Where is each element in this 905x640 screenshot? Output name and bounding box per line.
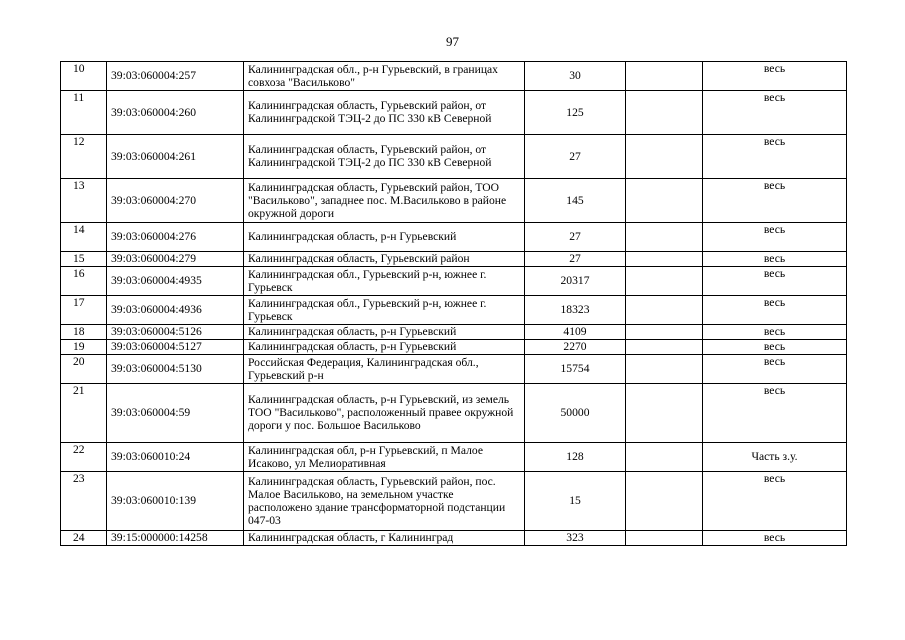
empty-cell bbox=[626, 223, 703, 252]
row-number-cell: 18 bbox=[61, 325, 107, 340]
empty-cell bbox=[626, 135, 703, 179]
cadastral-number-cell: 39:03:060004:279 bbox=[107, 252, 244, 267]
empty-cell bbox=[626, 443, 703, 472]
row-number-cell: 24 bbox=[61, 531, 107, 546]
address-cell: Калининградская область, г Калининград bbox=[244, 531, 525, 546]
cadastral-number-cell: 39:03:060004:261 bbox=[107, 135, 244, 179]
area-cell: 27 bbox=[525, 223, 626, 252]
plot-part-cell: весь bbox=[703, 531, 847, 546]
plot-part-cell: весь bbox=[703, 267, 847, 296]
area-cell: 20317 bbox=[525, 267, 626, 296]
page-number: 97 bbox=[446, 34, 459, 49]
plot-part-cell: весь bbox=[703, 472, 847, 531]
table-row bbox=[61, 223, 847, 252]
cadastral-number-cell: 39:03:060004:59 bbox=[107, 384, 244, 443]
empty-cell bbox=[626, 384, 703, 443]
address-cell: Калининградская область, Гурьевский район, пос. Малое Васильково, на земельном участке расположено здание трансформаторной подстанции 047-03 bbox=[244, 472, 525, 531]
plot-part-cell: весь bbox=[703, 135, 847, 179]
area-cell: 145 bbox=[525, 179, 626, 223]
row-number-cell: 14 bbox=[61, 223, 107, 252]
cadastral-number-cell: 39:03:060010:139 bbox=[107, 472, 244, 531]
cadastral-number-cell: 39:03:060004:260 bbox=[107, 91, 244, 135]
row-number-cell: 19 bbox=[61, 340, 107, 355]
address-cell: Калининградская область, р-н Гурьевский bbox=[244, 325, 525, 340]
row-number-cell: 12 bbox=[61, 135, 107, 179]
area-cell: 15 bbox=[525, 472, 626, 531]
cadastral-number-cell: 39:03:060004:276 bbox=[107, 223, 244, 252]
plot-part-cell: весь bbox=[703, 252, 847, 267]
area-cell: 30 bbox=[525, 62, 626, 91]
cadastral-number-cell: 39:03:060010:24 bbox=[107, 443, 244, 472]
cadastral-number-cell: 39:03:060004:257 bbox=[107, 62, 244, 91]
address-cell: Калининградская область, Гурьевский район, от Калининградской ТЭЦ-2 до ПС 330 кВ Северной bbox=[244, 135, 525, 179]
row-number-cell: 13 bbox=[61, 179, 107, 223]
empty-cell bbox=[626, 531, 703, 546]
plot-part-cell: весь bbox=[703, 62, 847, 91]
area-cell: 15754 bbox=[525, 355, 626, 384]
table-row bbox=[61, 252, 847, 267]
table-row bbox=[61, 135, 847, 179]
plot-part-cell: весь bbox=[703, 296, 847, 325]
area-cell: 18323 bbox=[525, 296, 626, 325]
table-row bbox=[61, 384, 847, 443]
empty-cell bbox=[626, 252, 703, 267]
table-row bbox=[61, 296, 847, 325]
row-number-cell: 21 bbox=[61, 384, 107, 443]
table-row bbox=[61, 443, 847, 472]
table-row bbox=[61, 267, 847, 296]
row-number-cell: 17 bbox=[61, 296, 107, 325]
address-cell: Калининградская обл., Гурьевский р-н, южнее г. Гурьевск bbox=[244, 267, 525, 296]
address-cell: Калининградская область, Гурьевский район, от Калининградской ТЭЦ-2 до ПС 330 кВ Северной bbox=[244, 91, 525, 135]
address-cell: Калининградская обл., р-н Гурьевский, в границах совхоза "Васильково" bbox=[244, 62, 525, 91]
plot-part-cell: весь bbox=[703, 384, 847, 443]
land-plot-table bbox=[60, 61, 847, 546]
empty-cell bbox=[626, 179, 703, 223]
cadastral-number-cell: 39:15:000000:14258 bbox=[107, 531, 244, 546]
cadastral-number-cell: 39:03:060004:4936 bbox=[107, 296, 244, 325]
empty-cell bbox=[626, 472, 703, 531]
cadastral-number-cell: 39:03:060004:4935 bbox=[107, 267, 244, 296]
cadastral-number-cell: 39:03:060004:5130 bbox=[107, 355, 244, 384]
table-row bbox=[61, 355, 847, 384]
address-cell: Калининградская область, р-н Гурьевский, из земель ТОО "Васильково", расположенный правее окружной дороги у пос. Большое Васильково bbox=[244, 384, 525, 443]
area-cell: 50000 bbox=[525, 384, 626, 443]
empty-cell bbox=[626, 340, 703, 355]
address-cell: Калининградская обл, р-н Гурьевский, п Малое Исаково, ул Мелиоративная bbox=[244, 443, 525, 472]
plot-part-cell: весь bbox=[703, 325, 847, 340]
row-number-cell: 10 bbox=[61, 62, 107, 91]
address-cell: Калининградская область, р-н Гурьевский bbox=[244, 223, 525, 252]
cadastral-number-cell: 39:03:060004:270 bbox=[107, 179, 244, 223]
plot-part-cell: весь bbox=[703, 179, 847, 223]
row-number-cell: 23 bbox=[61, 472, 107, 531]
plot-part-cell: весь bbox=[703, 91, 847, 135]
empty-cell bbox=[626, 355, 703, 384]
area-cell: 2270 bbox=[525, 340, 626, 355]
plot-part-cell: Часть з.у. bbox=[703, 443, 847, 472]
address-cell: Калининградская область, Гурьевский район, ТОО "Васильково", западнее пос. М.Васильково в районе окружной дороги bbox=[244, 179, 525, 223]
empty-cell bbox=[626, 91, 703, 135]
row-number-cell: 11 bbox=[61, 91, 107, 135]
area-cell: 323 bbox=[525, 531, 626, 546]
table-row bbox=[61, 472, 847, 531]
area-cell: 27 bbox=[525, 252, 626, 267]
row-number-cell: 16 bbox=[61, 267, 107, 296]
empty-cell bbox=[626, 296, 703, 325]
row-number-cell: 22 bbox=[61, 443, 107, 472]
address-cell: Калининградская область, Гурьевский район bbox=[244, 252, 525, 267]
cadastral-number-cell: 39:03:060004:5126 bbox=[107, 325, 244, 340]
area-cell: 27 bbox=[525, 135, 626, 179]
empty-cell bbox=[626, 325, 703, 340]
table-row bbox=[61, 325, 847, 340]
row-number-cell: 15 bbox=[61, 252, 107, 267]
address-cell: Калининградская область, р-н Гурьевский bbox=[244, 340, 525, 355]
plot-part-cell: весь bbox=[703, 223, 847, 252]
cadastral-number-cell: 39:03:060004:5127 bbox=[107, 340, 244, 355]
area-cell: 128 bbox=[525, 443, 626, 472]
table-row bbox=[61, 531, 847, 546]
table-row bbox=[61, 340, 847, 355]
address-cell: Российская Федерация, Калининградская обл., Гурьевский р-н bbox=[244, 355, 525, 384]
table-row bbox=[61, 62, 847, 91]
area-cell: 125 bbox=[525, 91, 626, 135]
row-number-cell: 20 bbox=[61, 355, 107, 384]
area-cell: 4109 bbox=[525, 325, 626, 340]
empty-cell bbox=[626, 62, 703, 91]
empty-cell bbox=[626, 267, 703, 296]
plot-part-cell: весь bbox=[703, 355, 847, 384]
table-row bbox=[61, 179, 847, 223]
address-cell: Калининградская обл., Гурьевский р-н, южнее г. Гурьевск bbox=[244, 296, 525, 325]
table-row bbox=[61, 91, 847, 135]
plot-part-cell: весь bbox=[703, 340, 847, 355]
